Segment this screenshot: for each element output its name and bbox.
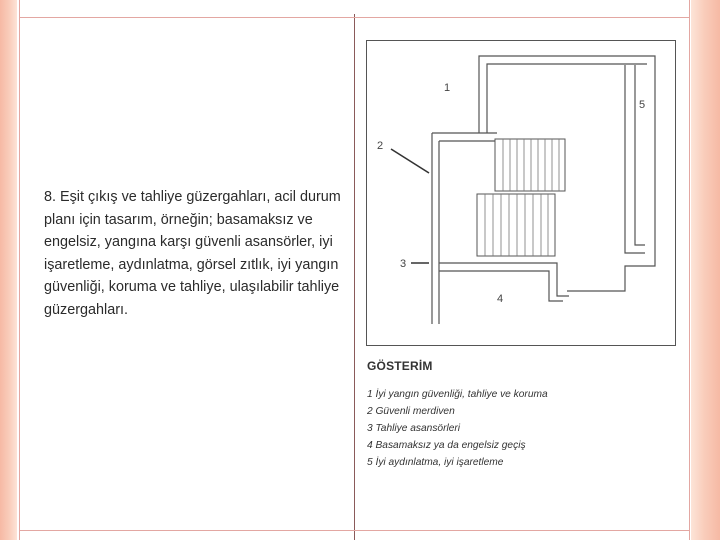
legend-item: 1 İyi yangın güvenliği, tahliye ve koruma bbox=[367, 389, 548, 400]
upper-stair-flight bbox=[495, 139, 565, 191]
description-paragraph: 8. Eşit çıkış ve tahliye güzergahları, acil durum planı için tasarım, örneğin; basamaksız ve engelsiz, yangına karşı güvenli asansörler, iyi işaretleme, aydınlatma, görsel zıtlık, iyi yangın güvenliği, koruma ve tahliye, ulaşılabilir tahliye güzergahları. bbox=[44, 189, 341, 318]
leader-line-2 bbox=[391, 149, 429, 173]
inner-wall bbox=[487, 64, 647, 133]
top-rule bbox=[19, 17, 690, 18]
right-margin-rule bbox=[689, 0, 690, 540]
legend-list bbox=[367, 386, 548, 471]
lower-stair-flight bbox=[477, 194, 555, 256]
column-divider bbox=[354, 14, 355, 540]
legend-item: 2 Güvenli merdiven bbox=[367, 406, 455, 417]
left-margin-rule bbox=[19, 0, 20, 540]
floor-plan-diagram bbox=[366, 40, 676, 346]
diagram-label-1: 1 bbox=[444, 82, 451, 94]
legend-item: 3 Tahliye asansörleri bbox=[367, 423, 461, 434]
left-decorative-border bbox=[0, 0, 17, 540]
bottom-rule bbox=[19, 530, 690, 531]
diagram-label-4: 4 bbox=[497, 293, 504, 305]
diagram-label-3: 3 bbox=[400, 258, 407, 270]
right-decorative-border bbox=[691, 0, 720, 540]
floor-plan-drawing bbox=[367, 41, 675, 345]
legend-item: 5 İyi aydınlatma, iyi işaretleme bbox=[367, 457, 504, 468]
legend-item: 4 Basamaksız ya da engelsiz geçiş bbox=[367, 440, 526, 451]
legend-title: GÖSTERİM bbox=[367, 359, 433, 373]
diagram-label-2: 2 bbox=[377, 140, 384, 152]
diagram-label-5: 5 bbox=[639, 99, 646, 111]
corridor-wall-inner bbox=[635, 65, 645, 245]
